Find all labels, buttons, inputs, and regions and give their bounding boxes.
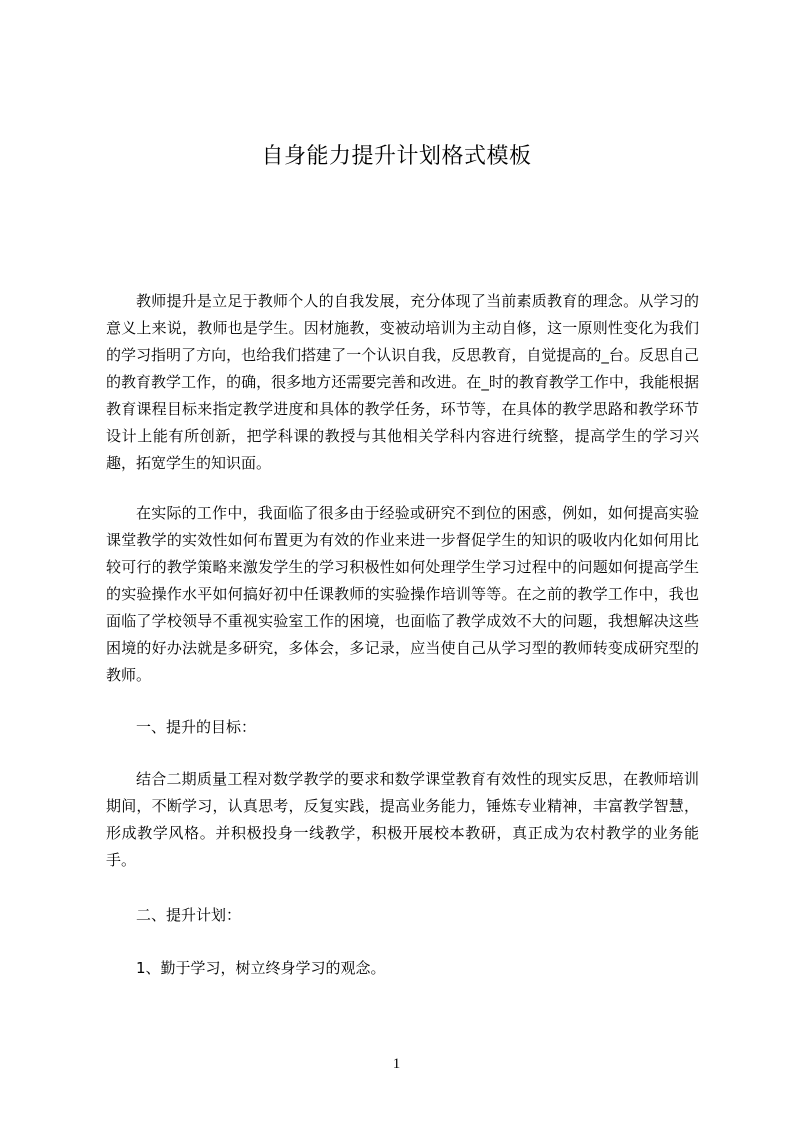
section-heading-goals: 一、提升的目标： (136, 718, 257, 736)
plan-item-1: 1、勤于学习，树立终身学习的观念。 (136, 959, 386, 977)
section-heading-plan: 二、提升计划： (136, 906, 242, 924)
paragraph-challenges: 在实际的工作中，我面临了很多由于经验或研究不到位的困惑，例如，如何提高实验课堂教学的实效性如何布置更为有效的作业来进一步督促学生的知识的吸收内化如何用比较可行的教学策略来激发学生的学习积极性如何处理学生学习过程中的问题如何提高学生的实验操作水平如何搞好初中任课教师的实验操作培训等等。在之前的教学工作中，我也面临了学校领导不重视实验室工作的困境，也面临了教学成效不大的问题，我想解决这些困境的好办法就是多研究，多体会，多记录，应当使自己从学习型的教师转变成研究型的教师。 (106, 504, 699, 684)
paragraph-goals: 结合二期质量工程对数学教学的要求和数学课堂教育有效性的现实反思，在教师培训期间，不断学习，认真思考，反复实践，提高业务能力，锤炼专业精神，丰富教学智慧，形成教学风格。并积极投身一线教学，积极开展校本教研，真正成为农村教学的业务能手。 (106, 770, 699, 869)
page-number: 1 (392, 1056, 401, 1072)
paragraph-intro: 教师提升是立足于教师个人的自我发展，充分体现了当前素质教育的理念。从学习的意义上来说，教师也是学生。因材施教，变被动培训为主动自修，这一原则性变化为我们的学习指明了方向，也给我们搭建了一个认识自我，反思教育，自觉提高的_台。反思自己的教育教学工作，的确，很多地方还需要完善和改进。在_时的教育教学工作中，我能根据教育课程目标来指定教学进度和具体的教学任务，环节等，在具体的教学思路和教学环节设计上能有所创新，把学科课的教授与其他相关学科内容进行统整，提高学生的学习兴趣，拓宽学生的知识面。 (106, 292, 699, 472)
document-title: 自身能力提升计划格式模板 (261, 144, 532, 169)
